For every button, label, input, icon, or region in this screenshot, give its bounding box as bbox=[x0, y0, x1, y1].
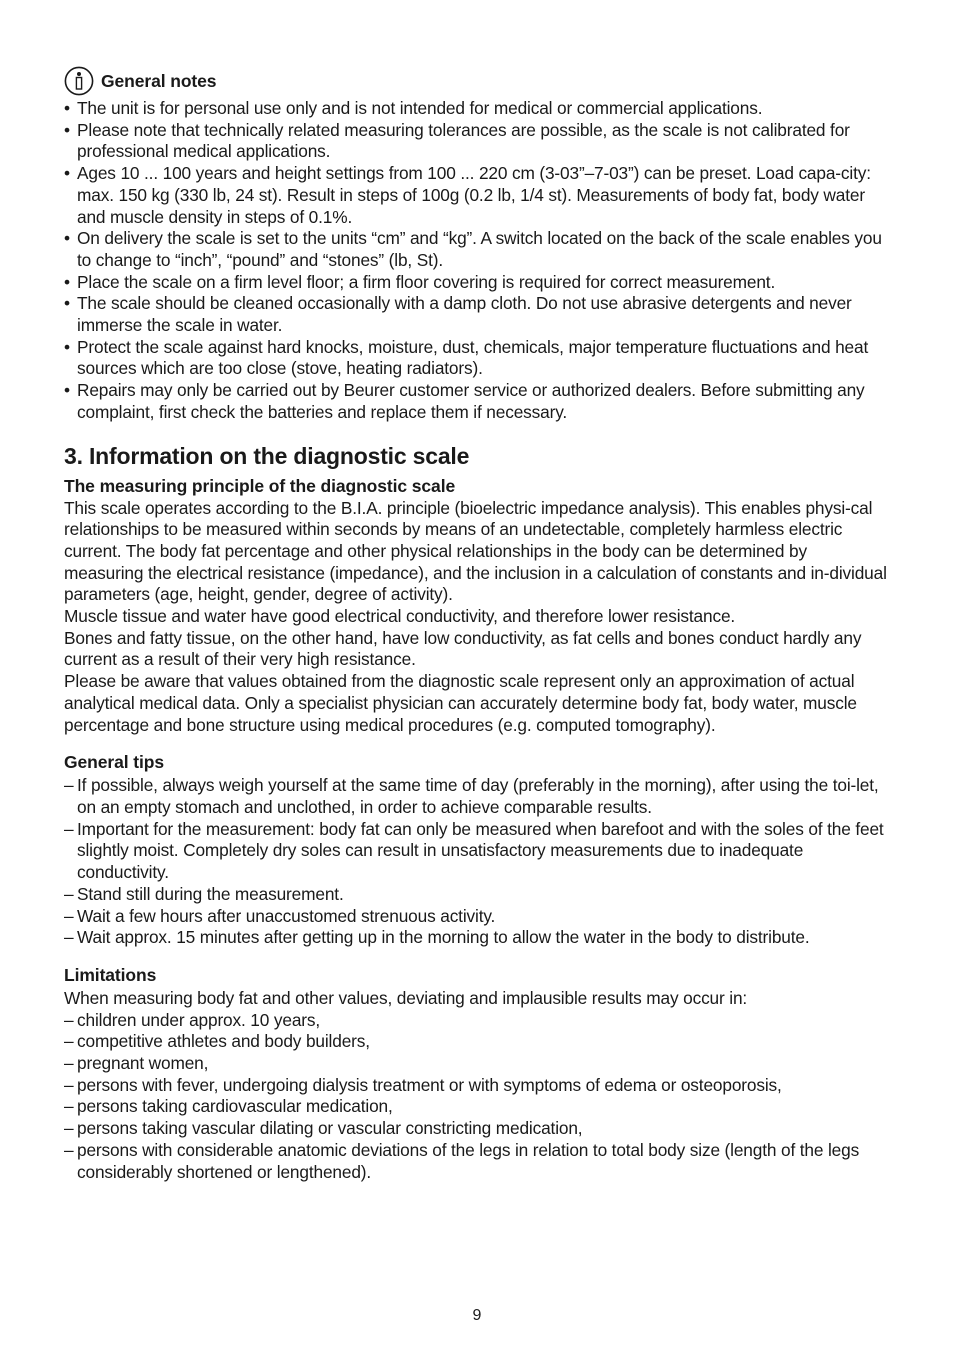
list-item: – pregnant women, bbox=[64, 1053, 209, 1074]
info-icon bbox=[64, 66, 94, 96]
list-item: • On delivery the scale is set to the units “cm” and “kg”. A switch located on the back of the scale enables you to change to “inch”, “pound” and “stones” (lb, St). bbox=[64, 228, 882, 270]
list-item: – competitive athletes and body builders, bbox=[64, 1031, 370, 1052]
principle-paragraph: Bones and fatty tissue, on the other hand, have low conductivity, as fat cells and bones conduct hardly any current as a result of their very high resistance. bbox=[64, 627, 862, 670]
page-number: 9 bbox=[472, 1307, 482, 1324]
principle-paragraph: Muscle tissue and water have good electrical conductivity, and therefore lower resistance. bbox=[64, 606, 736, 627]
list-item: • Repairs may only be carried out by Beurer customer service or authorized dealers. Before submitting any complaint, first check the batteries and replace them if necessary. bbox=[64, 380, 865, 422]
list-item: – persons taking vascular dilating or vascular constricting medication, bbox=[64, 1118, 583, 1139]
list-item: • The scale should be cleaned occasionally with a damp cloth. Do not use abrasive detergents and never immerse the scale in water. bbox=[64, 293, 852, 336]
list-item: – persons with fever, undergoing dialysis treatment or with symptoms of edema or osteoporosis, bbox=[64, 1074, 782, 1095]
list-item: – children under approx. 10 years, bbox=[64, 1009, 321, 1030]
list-item: – Wait approx. 15 minutes after getting up in the morning to allow the water in the body to distribute. bbox=[64, 927, 810, 948]
limitations-heading: Limitations bbox=[64, 964, 157, 985]
general-notes-header bbox=[64, 66, 890, 96]
tips-list bbox=[64, 775, 890, 949]
list-item: – Wait a few hours after unaccustomed strenuous activity. bbox=[64, 905, 496, 926]
list-item: – Stand still during the measurement. bbox=[64, 883, 344, 904]
section-title: 3. Information on the diagnostic scale bbox=[64, 442, 470, 469]
general-notes-list bbox=[64, 98, 890, 424]
tips-heading: General tips bbox=[64, 752, 164, 773]
list-item: • Ages 10 ... 100 years and height settings from 100 ... 220 cm (3-03”–7-03”) can be preset. Load capa-city: max. 150 kg (330 lb, 24 st). Result in steps of 100g (0.2 lb, 1/4 st). Measurements of body fat, body water and muscle density in steps of 0.1%. bbox=[64, 163, 871, 227]
list-item: • Place the scale on a firm level floor; a firm floor covering is required for correct measurement. bbox=[64, 271, 776, 292]
document-page bbox=[64, 66, 890, 1183]
general-notes-title: General notes bbox=[101, 70, 217, 91]
limitations-list bbox=[64, 1010, 890, 1184]
list-item: • Protect the scale against hard knocks, moisture, dust, chemicals, major temperature fluctuations and heat sources which are too close (stove, heating radiators). bbox=[64, 336, 869, 379]
principle-paragraph: Please be aware that values obtained from the diagnostic scale represent only an approximation of actual analytical medical data. Only a specialist physician can accurately determine body fat, body water, muscle percentage and bone structure using medical procedures (e.g. computed tomography). bbox=[64, 671, 857, 735]
list-item: • Please note that technically related measuring tolerances are possible, as the scale is not calibrated for professional medical applications. bbox=[64, 119, 850, 162]
list-item: • The unit is for personal use only and is not intended for medical or commercial applications. bbox=[64, 98, 763, 118]
list-item: – persons taking cardiovascular medication, bbox=[64, 1096, 393, 1117]
list-item: – If possible, always weigh yourself at the same time of day (preferably in the morning), after using the toi-let, on an empty stomach and unclothed, in order to achieve comparable results. bbox=[64, 775, 879, 817]
principle-heading: The measuring principle of the diagnostic scale bbox=[64, 475, 456, 496]
limitations-intro: When measuring body fat and other values, deviating and implausible results may occur in: bbox=[64, 987, 748, 1008]
list-item: – persons with considerable anatomic deviations of the legs in relation to total body size (length of the legs considerably shortened or lengthened). bbox=[64, 1139, 860, 1182]
principle-paragraph: This scale operates according to the B.I.A. principle (bioelectric impedance analysis). This enables physi-cal relationships to be measured within seconds by means of an undetectable, completely harmless electric current. The body fat percentage and other physical relationships in the body can be determined by measuring the electrical resistance (impedance), and the inclusion in a calculation of constants and in-dividual parameters (age, height, gender, degree of activity). bbox=[64, 497, 887, 605]
list-item: – Important for the measurement: body fat can only be measured when barefoot and with the soles of the feet slightly moist. Completely dry soles can result in unsatisfactory measurements due to inadequate conductivity. bbox=[64, 818, 884, 883]
